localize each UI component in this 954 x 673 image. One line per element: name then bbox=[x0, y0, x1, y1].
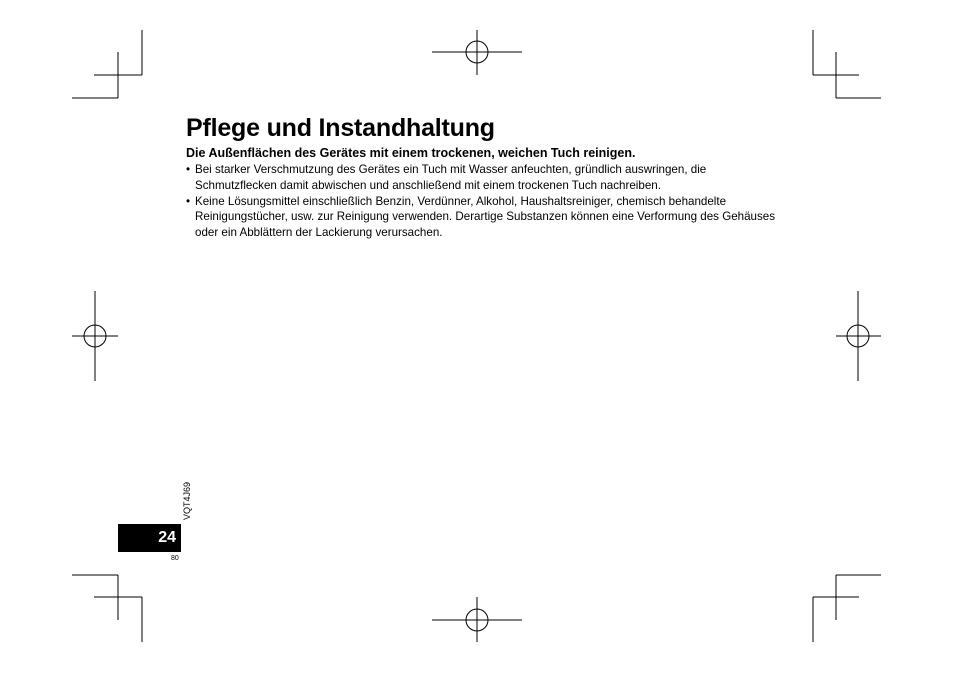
sub-page-number: 80 bbox=[171, 555, 179, 562]
bullet-item: • Bei starker Verschmutzung des Gerätes ein Tuch mit Wasser anfeuchten, gründlich auswringen, die Schmutzflecken damit abwischen und anschließend mit einem trockenen Tuch nachreiben. bbox=[186, 162, 776, 193]
page-title: Pflege und Instandhaltung bbox=[186, 114, 495, 142]
page-number-box bbox=[118, 524, 181, 552]
page-number: 24 bbox=[158, 529, 176, 546]
bullet-item: • Keine Lösungsmittel einschließlich Benzin, Verdünner, Alkohol, Haushaltsreiniger, chemisch behandelte Reinigungstücher, usw. zur Reinigung verwenden. Derartige Substanzen können eine Verformung des Gehäuses oder ein Abblättern der Lackierung verursachen. bbox=[186, 194, 776, 241]
model-code: VQT4J69 bbox=[182, 481, 193, 521]
bullet-list bbox=[186, 162, 776, 241]
intro-text: Die Außenflächen des Gerätes mit einem trockenen, weichen Tuch reinigen. bbox=[186, 146, 636, 160]
